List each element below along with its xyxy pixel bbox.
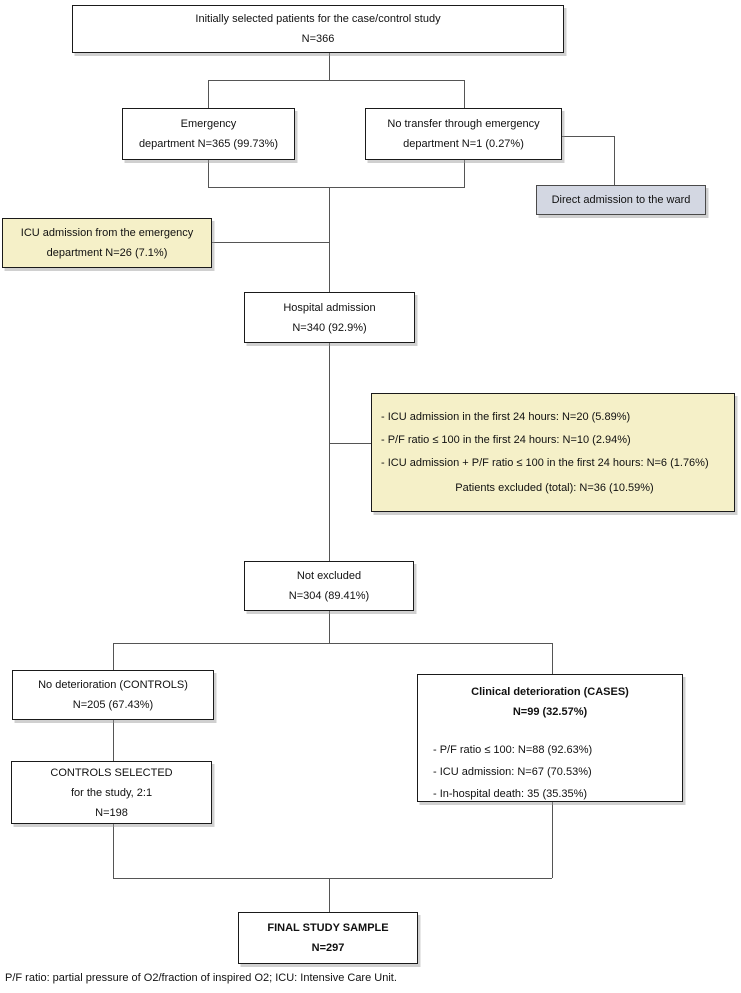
node-final-sample xyxy=(238,912,418,964)
node-text: Hospital admission xyxy=(283,301,376,314)
node-hospital-admission xyxy=(244,292,415,343)
node-text: Initially selected patients for the case/control study xyxy=(195,13,441,25)
node-count: department N=1 (0.27%) xyxy=(403,138,524,150)
connector-controls-down xyxy=(113,643,114,670)
cases-title xyxy=(418,682,682,722)
cases-bullet-list xyxy=(418,739,682,805)
node-emergency-department xyxy=(122,108,295,160)
connector-excluded-branch xyxy=(329,443,371,444)
connector-cases-out xyxy=(552,802,553,878)
connector-controls-to-selected xyxy=(113,720,114,761)
connector-merge-bottom xyxy=(113,878,552,879)
node-text: Clinical deterioration (CASES) xyxy=(471,686,629,698)
node-direct-admission xyxy=(536,185,706,215)
excluded-bullet: - P/F ratio ≤ 100 in the first 24 hours: N=10 (2.94%) xyxy=(381,434,631,446)
node-count: N=340 (92.9%) xyxy=(292,321,367,334)
node-controls-selected xyxy=(11,761,212,824)
node-count: N=366 xyxy=(301,33,335,45)
connector-emergency-down xyxy=(208,80,209,108)
connector-notransfer-down xyxy=(464,80,465,108)
node-text: FINAL STUDY SAMPLE xyxy=(267,922,389,934)
cases-bullet: - P/F ratio ≤ 100: N=88 (92.63%) xyxy=(433,744,593,756)
abbreviation-footnote: P/F ratio: partial pressure of O2/fraction of inspired O2; ICU: Intensive Care Unit. xyxy=(5,972,397,984)
node-text: ICU admission from the emergency xyxy=(20,227,194,239)
connector-top-spine xyxy=(329,53,330,80)
node-count: N=304 (89.41%) xyxy=(288,590,370,602)
excluded-bullet: - ICU admission in the first 24 hours: N=20 (5.89%) xyxy=(381,411,631,423)
node-count: N=198 xyxy=(95,806,128,819)
node-text: for the study, 2:1 xyxy=(70,786,153,799)
excluded-bullet-list xyxy=(381,406,728,475)
cases-bullet: - In-hospital death: 35 (35.35%) xyxy=(433,788,588,800)
connector-icu-branch xyxy=(212,242,329,243)
node-count: N=99 (32.57%) xyxy=(512,706,588,718)
node-count: N=205 (67.43%) xyxy=(72,699,154,711)
connector-cases-down xyxy=(552,643,553,674)
node-count: department N=26 (7.1%) xyxy=(46,247,168,259)
connector-emergency-out xyxy=(208,160,209,188)
node-initially-selected xyxy=(72,5,564,53)
node-icu-from-ed xyxy=(2,218,212,268)
node-controls xyxy=(12,670,214,720)
node-text: No deterioration (CONTROLS) xyxy=(38,679,188,691)
node-text: Direct admission to the ward xyxy=(551,194,691,206)
node-not-excluded xyxy=(244,561,414,611)
excluded-total: Patients excluded (total): N=36 (10.59%) xyxy=(455,482,654,494)
node-excluded xyxy=(371,393,735,512)
connector-notexcluded-out xyxy=(329,611,330,643)
node-text: CONTROLS SELECTED xyxy=(50,766,173,779)
node-text: Emergency xyxy=(180,118,237,130)
connector-notransfer-out xyxy=(464,160,465,188)
connector-to-direct-admission-v xyxy=(614,136,615,185)
connector-split-top xyxy=(208,80,465,81)
excluded-bullet: - ICU admission + P/F ratio ≤ 100 in the first 24 hours: N=6 (1.76%) xyxy=(381,457,709,469)
connector-to-direct-admission-h xyxy=(562,136,614,137)
node-text: No transfer through emergency xyxy=(387,118,540,130)
node-no-transfer xyxy=(365,108,562,160)
cases-bullet: - ICU admission: N=67 (70.53%) xyxy=(433,766,592,778)
connector-selected-out xyxy=(113,824,114,878)
connector-to-final xyxy=(329,878,330,912)
connector-hospital-to-notexcluded xyxy=(329,343,330,561)
connector-merge-top xyxy=(208,187,465,188)
node-count: department N=365 (99.73%) xyxy=(138,138,279,150)
connector-to-hospital xyxy=(329,187,330,292)
node-text: Not excluded xyxy=(296,570,362,582)
connector-split-bottom xyxy=(113,643,552,644)
node-cases xyxy=(417,674,683,802)
node-count: N=297 xyxy=(311,942,345,954)
